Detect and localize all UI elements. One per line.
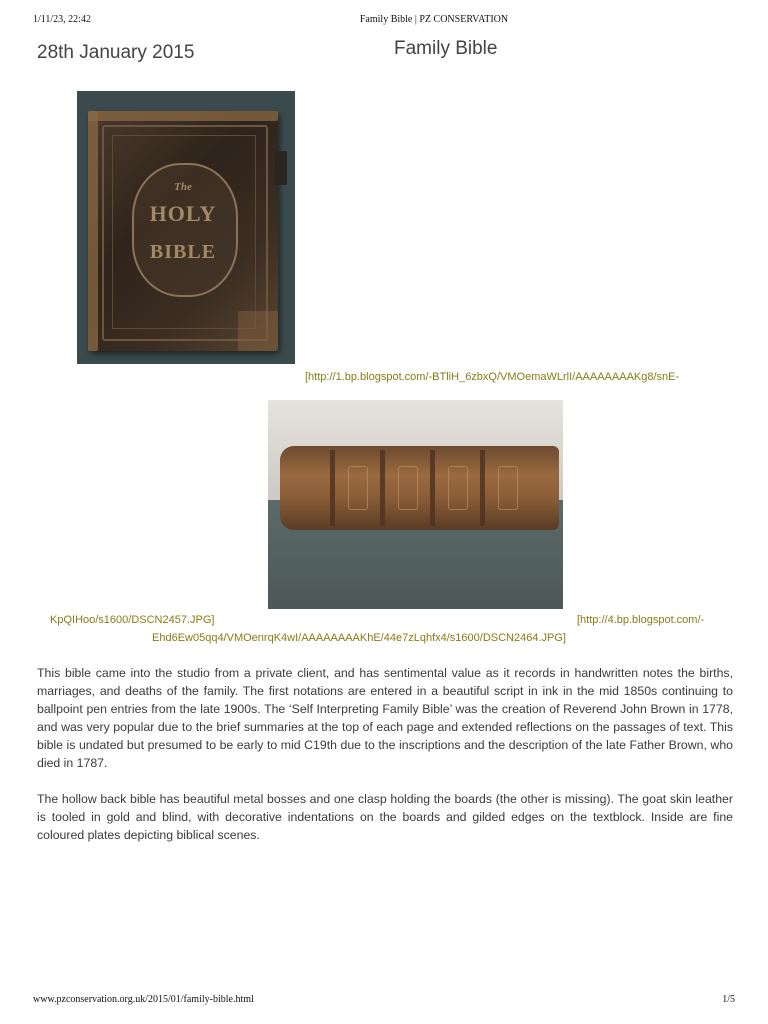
cover-wear-top [88,111,278,121]
spine-raised-band [480,450,485,526]
body-paragraph: This bible came into the studio from a private client, and has sentimental value as it records in handwritten notes the births, marriages, and deaths of the family. The first notations are entered in a beautiful script in ink in the mid 1850s continuing to ballpoint pen entries from the late 1900s. The ‘Self Interpreting Family Bible’ was the creation of Reverend John Brown in 1778, and was very popular due to the brief summaries at the top of each page and extended reflections on the passages of text. This bible is undated but presumed to be early to mid C19th due to the inscriptions and the description of the late Father Brown, who died in 1787. [37,666,733,770]
image-link-cover-part2[interactable]: KpQIHoo/s1600/DSCN2457.JPG] [50,614,215,626]
cover-wear-corner [238,311,278,351]
print-page-title: Family Bible | PZ CONSERVATION [359,14,509,25]
print-footer [0,994,768,1010]
image-link-spine-part2[interactable]: Ehd6Ew05qq4/VMOenrqK4wI/AAAAAAAAKhE/44e7zLqhfx4/s1600/DSCN2464.JPG] [152,632,566,644]
cover-lettering-holy: HOLY [149,201,217,226]
post-date: 28th January 2015 [37,42,195,63]
print-datetime: 1/11/23, 22:42 [33,14,91,25]
post-title: Family Bible [394,38,498,59]
spine-raised-band [430,450,435,526]
cover-lettering-the: The [174,181,192,193]
cover-lettering-bible: BIBLE [149,241,217,263]
cover-wear-left [88,111,98,351]
spine-ornament [348,466,368,510]
bible-cover-photo[interactable] [77,91,295,364]
spine-raised-band [330,450,335,526]
spine-raised-band [380,450,385,526]
clasp [275,151,287,185]
bible-spine-photo[interactable] [268,400,563,609]
spine-ornament [398,466,418,510]
spine-ornament [448,466,468,510]
print-header [0,14,768,30]
image-link-cover-part1[interactable]: [http://1.bp.blogspot.com/-BTliH_6zbxQ/VMOemaWLrlI/AAAAAAAAKg8/snE- [305,371,680,383]
body-paragraph: The hollow back bible has beautiful metal bosses and one clasp holding the boards (the other is missing). The goat skin leather is tooled in gold and blind, with decorative indentations on the boards and gilded edges on the textblock. Inside are fine coloured plates depicting biblical scenes. [37,792,733,842]
bible-book-cover [88,111,278,351]
spine-ornament [498,466,518,510]
print-page-number: 1/5 [722,994,735,1005]
image-link-spine-part1[interactable]: [http://4.bp.blogspot.com/- [577,614,705,626]
print-url: www.pzconservation.org.uk/2015/01/family-bible.html [33,994,254,1005]
